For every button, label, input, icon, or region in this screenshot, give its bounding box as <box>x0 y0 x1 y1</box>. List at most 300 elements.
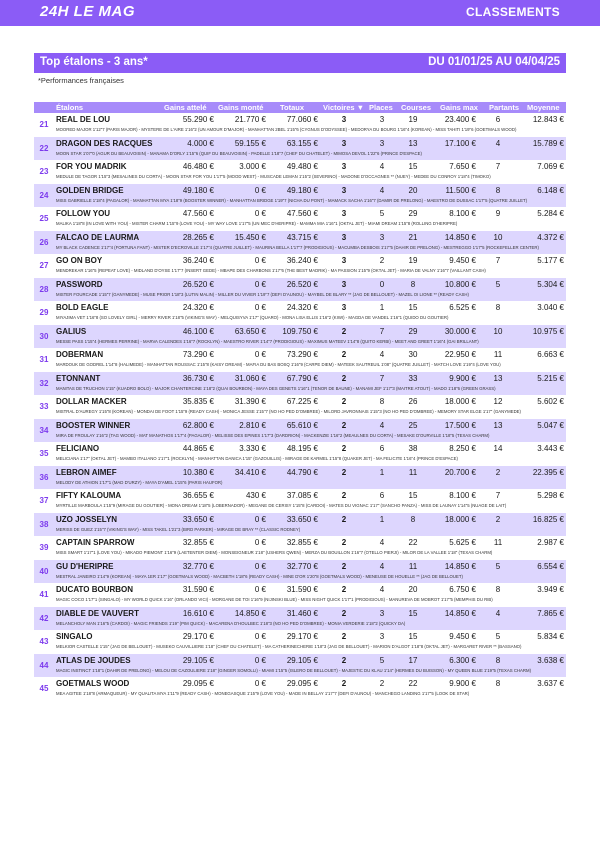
row-main <box>54 325 566 337</box>
offspring-detail: MY BLACK CADENCE 1'17"4 (FORTUNA FANT) - MISTER D'ECROVILLE 1'17"4 (QUATRE JUILLET) - MAURINA BELLA 1'17"7 (PRODIGIOUS) - MACUMBA DESBOIS 1'17"5 (DAHIR DE PRELONG) - MESTREGGO 1'17"5 (ROCKEFELLER CENTER) <box>56 244 539 250</box>
cell-gains-attele: 32.855 € <box>182 538 214 547</box>
cell-partants: 5 <box>495 632 501 641</box>
cell-totaux: 48.195 € <box>286 444 318 453</box>
cell-courses: 15 <box>408 162 418 171</box>
cell-gains-monte: 59.155 € <box>234 138 266 148</box>
offspring-detail: MESSE PASS 1'15"4 (HERMES PERRINE) - MARVA CALENDES 1'16"7 (ROCKLYN) - MAESTRO RIVER 1'14"7 (PRODIGIOUS) - MAXIMUS MATEEV 1'14"8 (QUITO KERBI) - MEET AND GREET 1'16"4 (GAI BRILLANT) <box>56 338 479 344</box>
cell-courses: 15 <box>408 491 418 500</box>
stallion-name[interactable]: FIFTY KALOUMA <box>56 491 122 500</box>
cell-courses: 21 <box>408 232 418 242</box>
cell-places: 7 <box>379 326 385 336</box>
stallion-name[interactable]: ETONNANT <box>56 373 101 383</box>
stallion-name[interactable]: UZO JOSSELYN <box>56 514 118 524</box>
row-rank: 37 <box>39 496 49 505</box>
cell-totaux: 44.790 € <box>286 467 318 477</box>
table-row[interactable] <box>34 372 566 396</box>
cell-totaux: 31.590 € <box>286 585 318 594</box>
stallion-name[interactable]: GOETMALS WOOD <box>56 679 130 688</box>
cell-victoires: 3 <box>341 115 347 124</box>
cell-partants: 11 <box>493 350 503 359</box>
cell-totaux: 43.715 € <box>286 232 318 242</box>
offspring-detail: MELANCHOLY MAN 1'16"5 (CARDOI) - MAGIC FRIENDS 1'19" (PIM QUICK) - MACARENA D'HOULBEC 1'18"3 (NO HO PED D'OMBREE) - MONIA VERDERIE 1'18"2 (QUICKY DA) <box>56 620 406 626</box>
cell-courses: 11 <box>408 561 418 571</box>
cell-partants: 13 <box>493 420 503 430</box>
cell-gains-monte: 15.450 € <box>234 232 266 242</box>
cell-victoires: 3 <box>341 232 347 242</box>
offspring-detail: MAGIC INSTINCT 1'18"1 (DAHIR DE PRELONG) - MELOU DE CAZOULIERE 1'18" (GINGER SOMOLLI) - MIAMI 1'15"5 (ISLERO DE BELLOUET) - MAJESTIC DU KLAU 1'14" (HERMES DU BUISSON) - MY QUEEN BLUE 1'19"5 (TEXAS CHARM) <box>56 667 532 673</box>
cell-courses: 11 <box>408 467 418 477</box>
row-main <box>54 395 566 407</box>
cell-gains-attele: 36.240 € <box>182 256 214 265</box>
cell-gains-attele: 49.180 € <box>182 185 214 195</box>
stallion-name[interactable]: DIABLE DE VAUVERT <box>56 608 139 618</box>
cell-victoires: 3 <box>341 209 347 218</box>
cell-totaux: 32.855 € <box>286 538 318 547</box>
cell-places: 3 <box>379 232 385 242</box>
stallion-name[interactable]: ATLAS DE JOUDES <box>56 655 131 665</box>
table-row[interactable] <box>34 348 566 372</box>
cell-partants: 10 <box>493 326 503 336</box>
row-rank: 41 <box>39 590 49 599</box>
cell-gains-monte: 0 € <box>254 561 266 571</box>
stallion-name[interactable]: BOOSTER WINNER <box>56 420 131 430</box>
cell-gains-max: 6.300 € <box>449 655 476 665</box>
cell-gains-max: 9.900 € <box>449 373 476 383</box>
offspring-detail: MIYAJIMA VET 1'16"8 (SO LOVELY GIRL) - MERRY RIVER 1'18"5 (VIKING'S WAY) - MELQUISYVA 1'17" (QUARO) - MONA LISA ELLIS 1'16"2 (KIWI) - MAGDA DE VANDEL 1'16"1 (QUIDO DU GOUTIER) <box>56 315 449 320</box>
cell-partants: 11 <box>493 538 503 547</box>
table-row[interactable] <box>34 325 566 349</box>
cell-moyenne: 6.148 € <box>537 185 564 195</box>
row-rank: 28 <box>39 284 49 294</box>
row-rank: 35 <box>39 449 49 458</box>
cell-places: 0 <box>379 279 385 289</box>
cell-totaux: 63.155 € <box>286 138 318 148</box>
cell-gains-monte: 31.060 € <box>234 373 266 383</box>
row-main <box>54 583 566 595</box>
table-row[interactable] <box>34 677 566 701</box>
cell-totaux: 47.560 € <box>286 209 318 218</box>
top-bar <box>0 0 600 26</box>
table-row[interactable] <box>34 654 566 678</box>
row-main <box>54 301 566 313</box>
cell-moyenne: 5.215 € <box>537 373 564 383</box>
row-main <box>54 607 566 619</box>
cell-victoires: 2 <box>341 561 347 571</box>
offspring-detail: MOORED MAJOR 1'12"7 (PARIS MAJOR) - MYSTERE DE L'AIRE 1'16"2 (UN AMOUR D'MAJOR) - MANHATTAN 2BEL 1'15"6 (CYGNUS D'ODYSSEE) - MEDORYA DU BOURG 1'16"4 (KOREAN) - MISS TAHITI 1'19"6 (GOETMALS WOOD) <box>56 127 517 132</box>
cell-places: 8 <box>379 397 385 406</box>
cell-courses: 8 <box>410 279 416 289</box>
row-rank: 32 <box>39 378 49 388</box>
cell-gains-max: 6.525 € <box>449 303 476 312</box>
cell-gains-monte: 14.850 € <box>234 608 266 618</box>
table-row[interactable] <box>34 113 566 137</box>
cell-courses: 26 <box>408 397 418 406</box>
table-row[interactable] <box>34 278 566 302</box>
cell-gains-monte: 21.770 € <box>234 115 266 124</box>
cell-partants: 2 <box>495 467 501 477</box>
row-rank: 27 <box>39 261 49 270</box>
row-rank: 36 <box>39 472 49 482</box>
row-rank: 44 <box>39 660 49 670</box>
cell-totaux: 109.750 € <box>282 326 318 336</box>
cell-gains-max: 18.000 € <box>444 514 476 524</box>
cell-partants: 8 <box>495 303 501 312</box>
row-main <box>54 654 566 666</box>
offspring-detail: MISS SMART 1'17"1 (LOVE YOU) - MIKADO PIEMONT 1'16"9 (LAETENTER DIEM) - MONSEIGNEUR 1'18" (USHERS QWEN) - MERZA DU BOUILLON 1'16"7 (OTELLO PIERJI) - MILOR DE LA VALLEE 1'18" (TEXAS CHARM) <box>56 550 493 555</box>
cell-gains-monte: 430 € <box>245 491 266 500</box>
cell-gains-max: 9.450 € <box>449 256 476 265</box>
cell-places: 6 <box>379 491 385 500</box>
col-header-moyenne[interactable]: Moyenne <box>527 103 560 112</box>
cell-totaux: 37.085 € <box>286 491 318 500</box>
cell-partants: 7 <box>495 491 501 500</box>
row-main <box>54 348 566 360</box>
cell-places: 1 <box>379 514 385 524</box>
cell-totaux: 77.060 € <box>286 115 318 124</box>
table-row[interactable] <box>34 254 566 278</box>
cell-gains-monte: 0 € <box>254 209 266 218</box>
table-title-bar <box>34 53 566 73</box>
stallion-name[interactable]: DRAGON DES RACQUES <box>56 138 153 148</box>
stallion-name[interactable]: FALCAO DE LAURMA <box>56 232 140 242</box>
cell-places: 3 <box>379 115 385 124</box>
cell-gains-monte: 31.390 € <box>234 397 266 406</box>
cell-moyenne: 12.843 € <box>532 115 564 124</box>
row-main <box>54 630 566 642</box>
cell-victoires: 2 <box>341 514 347 524</box>
cell-partants: 6 <box>495 115 501 124</box>
cell-gains-max: 30.000 € <box>444 326 476 336</box>
cell-partants: 4 <box>495 138 501 148</box>
table-row[interactable] <box>34 231 566 255</box>
cell-courses: 33 <box>408 373 418 383</box>
row-main <box>54 419 566 431</box>
cell-gains-monte: 0 € <box>254 185 266 195</box>
cell-courses: 15 <box>408 608 418 618</box>
row-main <box>54 442 566 454</box>
table-row[interactable] <box>34 395 566 419</box>
cell-gains-monte: 0 € <box>254 514 266 524</box>
cell-victoires: 3 <box>341 303 347 312</box>
stallion-name[interactable]: FELICIANO <box>56 444 100 453</box>
cell-totaux: 29.105 € <box>286 655 318 665</box>
cell-moyenne: 5.298 € <box>537 491 564 500</box>
cell-places: 3 <box>379 608 385 618</box>
cell-totaux: 49.180 € <box>286 185 318 195</box>
table-row[interactable] <box>34 489 566 513</box>
cell-moyenne: 6.663 € <box>537 350 564 359</box>
cell-gains-attele: 73.290 € <box>182 350 214 359</box>
brand-title: 24H LE MAG <box>40 3 136 20</box>
offspring-detail: MYRTILLE MARBOULA 1'15"9 (MIRAGE DU GOUTIER) - MONA DREAM 1'18"5 (LOBERNADOR) - MEGANE DE CERISY 1'15"8 (CARDOI) - MATES DU VIGNAC 1'17" (SANCHO PANZA) - MISS DE LAUNAY 1'14"5 (NUAGE DE LAIT) <box>56 503 507 508</box>
offspring-detail: MOON STAR 1'07"0 (AGUR DU BEAUVOISIN) - MANAMA D'ORLY 1'15"6 (QUIF DU BEAUVOISIN) - PADELLE 1'18"7 (CHEF DU CHATELET) - MIMOSA DEVOL 1'22"6 (PRINCE D'ESPACE) <box>56 150 422 156</box>
cell-gains-max: 6.750 € <box>449 585 476 594</box>
cell-courses: 20 <box>408 585 418 594</box>
cell-moyenne: 3.040 € <box>537 303 564 312</box>
cell-gains-max: 17.500 € <box>444 420 476 430</box>
cell-gains-attele: 33.650 € <box>182 514 214 524</box>
col-header-totaux[interactable]: Totaux <box>280 103 305 112</box>
cell-gains-max: 7.650 € <box>449 162 476 171</box>
cell-places: 4 <box>379 585 385 594</box>
row-main <box>54 513 566 525</box>
col-header-gains-attele[interactable]: Gains attelé <box>164 103 207 112</box>
row-rank: 24 <box>39 190 49 200</box>
cell-partants: 2 <box>495 514 501 524</box>
cell-gains-attele: 29.105 € <box>182 655 214 665</box>
table-row[interactable] <box>34 583 566 607</box>
cell-moyenne: 5.047 € <box>537 420 564 430</box>
cell-gains-attele: 28.265 € <box>182 232 214 242</box>
table-body <box>34 113 566 701</box>
cell-gains-monte: 0 € <box>254 585 266 594</box>
row-main <box>54 231 566 243</box>
cell-moyenne: 5.284 € <box>537 209 564 218</box>
cell-victoires: 2 <box>341 397 347 406</box>
cell-places: 5 <box>379 655 385 665</box>
stallion-name[interactable]: PASSWORD <box>56 279 103 289</box>
cell-gains-monte: 0 € <box>254 256 266 265</box>
cell-gains-max: 14.850 € <box>444 608 476 618</box>
cell-gains-max: 5.625 € <box>449 538 476 547</box>
cell-gains-max: 23.400 € <box>444 115 476 124</box>
col-header-etalons[interactable]: Étalons <box>56 103 84 112</box>
cell-victoires: 2 <box>341 444 347 453</box>
stallion-name[interactable]: LEBRON AIMEF <box>56 467 117 477</box>
row-rank: 23 <box>39 167 49 176</box>
row-rank: 33 <box>39 402 49 411</box>
cell-gains-monte: 63.650 € <box>234 326 266 336</box>
table-title: Top étalons - 3 ans* <box>40 56 148 68</box>
cell-gains-max: 8.250 € <box>449 444 476 453</box>
cell-victoires: 2 <box>341 585 347 594</box>
cell-victoires: 2 <box>341 326 347 336</box>
row-rank: 30 <box>39 331 49 341</box>
cell-gains-attele: 36.655 € <box>182 491 214 500</box>
row-main <box>54 677 566 689</box>
cell-partants: 5 <box>495 279 501 289</box>
cell-places: 2 <box>379 256 385 265</box>
table-row[interactable] <box>34 419 566 443</box>
cell-places: 4 <box>379 538 385 547</box>
cell-places: 3 <box>379 138 385 148</box>
cell-partants: 8 <box>495 185 501 195</box>
row-rank: 38 <box>39 519 49 529</box>
table-row[interactable] <box>34 560 566 584</box>
cell-totaux: 32.770 € <box>286 561 318 571</box>
cell-gains-attele: 62.800 € <box>182 420 214 430</box>
row-main <box>54 536 566 548</box>
row-main <box>54 207 566 219</box>
row-main <box>54 489 566 501</box>
cell-partants: 12 <box>493 397 503 406</box>
cell-gains-monte: 34.410 € <box>234 467 266 477</box>
cell-victoires: 2 <box>341 608 347 618</box>
cell-places: 5 <box>379 209 385 218</box>
cell-totaux: 29.170 € <box>286 632 318 641</box>
cell-partants: 9 <box>495 209 501 218</box>
table-row[interactable] <box>34 630 566 654</box>
table-row[interactable] <box>34 513 566 537</box>
stallion-name[interactable]: REAL DE LOU <box>56 115 111 124</box>
stallion-name[interactable]: DOLLAR MACKER <box>56 397 127 406</box>
cell-partants: 4 <box>495 608 501 618</box>
cell-gains-attele: 32.770 € <box>182 561 214 571</box>
stallion-name[interactable]: GOLDEN BRIDGE <box>56 185 124 195</box>
table-row[interactable] <box>34 607 566 631</box>
row-rank: 29 <box>39 308 49 317</box>
rankings-table <box>34 102 566 701</box>
table-row[interactable] <box>34 466 566 490</box>
cell-victoires: 2 <box>341 679 347 688</box>
cell-partants: 14 <box>493 444 503 453</box>
cell-gains-attele: 4.000 € <box>187 138 214 148</box>
stallion-name[interactable]: BOLD EAGLE <box>56 303 109 312</box>
stallion-name[interactable]: FOLLOW YOU <box>56 209 111 218</box>
cell-gains-max: 9.450 € <box>449 632 476 641</box>
cell-moyenne: 10.975 € <box>532 326 564 336</box>
cell-moyenne: 3.638 € <box>537 655 564 665</box>
cell-moyenne: 2.987 € <box>537 538 564 547</box>
row-main <box>54 372 566 384</box>
table-row[interactable] <box>34 137 566 161</box>
cell-moyenne: 5.177 € <box>537 256 564 265</box>
cell-gains-monte: 3.330 € <box>239 444 266 453</box>
cell-totaux: 33.650 € <box>286 514 318 524</box>
cell-gains-max: 8.100 € <box>449 491 476 500</box>
offspring-detail: MARDOUK DE GODREL 1'14"8 (HALIMEDE) - MANHATTAN ROUSSAC 1'15"8 (KAISY DREAM) - MAFIA DU BAS BOSQ 1'16"9 (CARPE DIEM) - MATEEK SAUTREUIL 1'08" (QUATRE JUILLET) - MATCH LOVE 1'19"4 (LOVE YOU) <box>56 362 501 367</box>
cell-victoires: 3 <box>341 185 347 195</box>
cell-totaux: 31.460 € <box>286 608 318 618</box>
cell-gains-attele: 55.290 € <box>182 115 214 124</box>
cell-gains-max: 14.850 € <box>444 561 476 571</box>
cell-courses: 22 <box>408 679 418 688</box>
table-row[interactable] <box>34 536 566 560</box>
cell-partants: 8 <box>495 655 501 665</box>
stallion-name[interactable]: GO ON BOY <box>56 256 103 265</box>
table-row[interactable] <box>34 442 566 466</box>
row-main <box>54 184 566 196</box>
cell-moyenne: 16.825 € <box>532 514 564 524</box>
row-main <box>54 560 566 572</box>
cell-victoires: 3 <box>341 138 347 148</box>
cell-moyenne: 3.949 € <box>537 585 564 594</box>
row-rank: 21 <box>39 120 49 129</box>
cell-partants: 7 <box>495 256 501 265</box>
cell-partants: 5 <box>495 561 501 571</box>
cell-gains-attele: 46.480 € <box>182 162 214 171</box>
cell-courses: 19 <box>408 256 418 265</box>
table-row[interactable] <box>34 301 566 325</box>
cell-gains-monte: 0 € <box>254 632 266 641</box>
row-main <box>54 113 566 125</box>
cell-victoires: 2 <box>341 373 347 383</box>
cell-moyenne: 7.069 € <box>537 162 564 171</box>
stallion-name[interactable]: GU D'HERIPRE <box>56 561 114 571</box>
col-header-victoires[interactable]: Victoires ▼ <box>323 103 365 112</box>
offspring-detail: MISS GABRIELLE 1'18"4 (PAGALOR) - MANHATTAN MYA 1'18"9 (BOOSTER WINNER) - MANHATTAN BRIDGE 1'19"7 (NICHA DU PONT) - MAMACK SACHA 1'16"7 (DAMIR DE PRELONG) - MAESTRO DE DUSSAC 1'17"5 (QUATRE JUILLET) <box>56 197 528 203</box>
cell-totaux: 67.790 € <box>286 373 318 383</box>
cell-gains-attele: 24.320 € <box>182 303 214 312</box>
offspring-detail: MISTRAL D'AUREGY 1'15"8 (KOREAN) - MONDAI DE FOOT 1'15"9 (READY CASH) - MONICA JESSE 1'15"7 (NO HO PED D'OMBREE) - MILORD JAVRONNAIS 1'15"3 (NO HO PED D'OMBREE) - MEMORY STAR ELGE 1'17" (GANYMEDE) <box>56 409 521 414</box>
stallion-name[interactable]: FOR YOU MADRIK <box>56 162 127 171</box>
col-header-partants[interactable]: Partants <box>489 103 520 112</box>
col-header-gains-max[interactable]: Gains max <box>440 103 478 112</box>
cell-places: 1 <box>379 467 385 477</box>
cell-places: 1 <box>379 303 385 312</box>
row-rank: 22 <box>39 143 49 153</box>
cell-places: 4 <box>379 561 385 571</box>
cell-totaux: 65.610 € <box>286 420 318 430</box>
offspring-detail: MANITAS DE TRUCHON 1'15" (KUADRO BOLO) - MAJOR CHANTERCINE 1'18"2 (QUAI BOURBON) - MAYA DES GENETS 1'16"1 (TENOR DE BAUNE) - MANAMI JEF 1'17"3 (MAITRE ATOUT) - MADO 1'18"6 (GREEN GRASS) <box>56 385 496 391</box>
cell-victoires: 2 <box>341 538 347 547</box>
table-row[interactable] <box>34 184 566 208</box>
offspring-detail: MISTER FOURCADE 1'15"7 (GANYMEDE) - MUSE PRIOR 1'18"3 (LUTIN MALIN) - MILLER DU VIVIER 1'19"7 (DEFI D'AUNOU) - MAYBEL DE BLARY ** (JAG DE BELLOUET) - MAZEL OI LIONE ** (READY CASH) <box>56 291 469 297</box>
cell-gains-attele: 16.610 € <box>182 608 214 618</box>
cell-totaux: 29.095 € <box>286 679 318 688</box>
cell-places: 4 <box>379 420 385 430</box>
cell-moyenne: 3.443 € <box>537 444 564 453</box>
cell-totaux: 24.320 € <box>286 303 318 312</box>
stallion-name[interactable]: GALIUS <box>56 326 87 336</box>
cell-courses: 15 <box>408 632 418 641</box>
row-main <box>54 254 566 266</box>
row-rank: 31 <box>39 355 49 364</box>
row-rank: 39 <box>39 543 49 552</box>
cell-victoires: 2 <box>341 491 347 500</box>
cell-courses: 29 <box>408 209 418 218</box>
cell-gains-max: 18.000 € <box>444 397 476 406</box>
cell-courses: 25 <box>408 420 418 430</box>
table-row[interactable] <box>34 207 566 231</box>
cell-moyenne: 3.637 € <box>537 679 564 688</box>
cell-gains-monte: 0 € <box>254 538 266 547</box>
cell-gains-attele: 47.560 € <box>182 209 214 218</box>
col-header-courses[interactable]: Courses <box>401 103 432 112</box>
cell-gains-monte: 2.810 € <box>239 420 266 430</box>
stallion-name[interactable]: DUCATO BOURBON <box>56 585 134 594</box>
col-header-gains-monte[interactable]: Gains monté <box>218 103 264 112</box>
cell-victoires: 2 <box>341 467 347 477</box>
cell-moyenne: 7.865 € <box>537 608 564 618</box>
cell-gains-max: 20.700 € <box>444 467 476 477</box>
cell-courses: 17 <box>408 655 418 665</box>
cell-gains-attele: 10.380 € <box>182 467 214 477</box>
stallion-name[interactable]: DOBERMAN <box>56 350 104 359</box>
cell-moyenne: 5.304 € <box>537 279 564 289</box>
stallion-name[interactable]: SINGALO <box>56 632 93 641</box>
cell-courses: 30 <box>408 350 418 359</box>
offspring-detail: MEDULE DE TAGOR 1'15"3 (MESALINES DU CORTA) - MOON STAR FOR YOU 1'17"5 (MOOD WEST) - MUSCADE LEMAN 1'15"2 (SEVERINO) - MADONE D'OCCAGNES ** (NUEY) - MEDEE DU CONROY 1'18"4 (TIMOKO) <box>56 174 491 179</box>
row-rank: 40 <box>39 566 49 576</box>
cell-gains-attele: 31.590 € <box>182 585 214 594</box>
footnote: *Performances françaises <box>38 76 124 85</box>
cell-victoires: 2 <box>341 632 347 641</box>
offspring-detail: MELKIOR CASTELLE 1'15" (JAG DE BELLOUET) - MUSEKO CAUVILLIERE 1'18" (CHEF DU CHATELET) - MA CATHERINECHERIE 1'18"3 (JAG DE BELLOUET) - MARION D'ALGOT 1'18"8 (OKTAL JET) - MARGARET RIVER ** (BASSANO) <box>56 644 522 649</box>
cell-gains-max: 9.900 € <box>449 679 476 688</box>
row-rank: 43 <box>39 637 49 646</box>
table-row[interactable] <box>34 160 566 184</box>
col-header-places[interactable]: Places <box>369 103 393 112</box>
cell-partants: 8 <box>495 585 501 594</box>
cell-victoires: 2 <box>341 420 347 430</box>
stallion-name[interactable]: CAPTAIN SPARROW <box>56 538 135 547</box>
cell-victoires: 3 <box>341 162 347 171</box>
cell-moyenne: 5.834 € <box>537 632 564 641</box>
cell-courses: 22 <box>408 538 418 547</box>
cell-victoires: 3 <box>341 256 347 265</box>
cell-gains-max: 22.950 € <box>444 350 476 359</box>
